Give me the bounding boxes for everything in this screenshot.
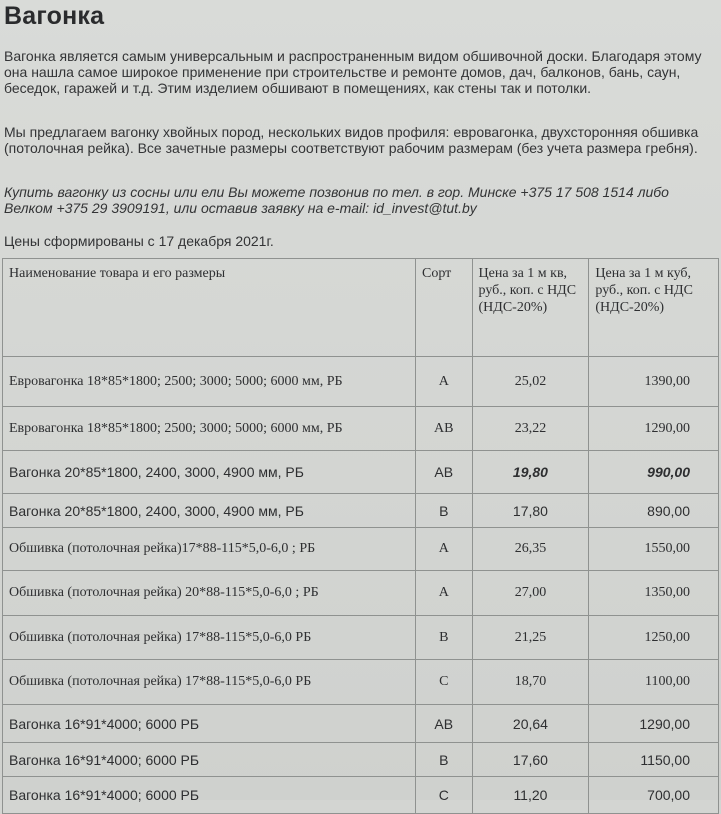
cell-price-m2: 23,22 bbox=[472, 407, 589, 451]
cell-grade: АВ bbox=[415, 451, 472, 494]
cell-price-m2: 17,80 bbox=[472, 494, 589, 528]
cell-name: Вагонка 20*85*1800, 2400, 3000, 4900 мм, РБ bbox=[3, 451, 416, 494]
cell-name: Вагонка 16*91*4000; 6000 РБ bbox=[3, 705, 416, 743]
cell-price-m3: 990,00 bbox=[589, 451, 719, 494]
cell-name: Обшивка (потолочная рейка) 17*88-115*5,0-6,0 РБ bbox=[3, 616, 416, 660]
price-date-note: Цены сформированы с 17 декабря 2021г. bbox=[4, 233, 274, 249]
cell-price-m2: 26,35 bbox=[472, 528, 589, 571]
cell-price-m3: 890,00 bbox=[589, 494, 719, 528]
cell-name: Вагонка 16*91*4000; 6000 РБ bbox=[3, 777, 416, 814]
table-row bbox=[3, 571, 719, 616]
cell-name: Вагонка 16*91*4000; 6000 РБ bbox=[3, 743, 416, 777]
table-row bbox=[3, 357, 719, 407]
cell-price-m2: 20,64 bbox=[472, 705, 589, 743]
table-header-row bbox=[3, 259, 719, 357]
header-grade: Сорт bbox=[415, 259, 472, 357]
cell-name: Обшивка (потолочная рейка) 17*88-115*5,0-6,0 РБ bbox=[3, 660, 416, 705]
cell-name: Евровагонка 18*85*1800; 2500; 3000; 5000; 6000 мм, РБ bbox=[3, 357, 416, 407]
intro-paragraph: Вагонка является самым универсальным и распространенным видом обшивочной доски. Благодаря этому она нашла самое широкое применение при строительстве и ремонте домов, дач, балконов, бань, саун, беседок, гаражей и т.д. Этим изделием обшивают в помещениях, как стены так и потолки. bbox=[4, 48, 702, 96]
price-table bbox=[2, 258, 719, 814]
cell-grade: С bbox=[415, 660, 472, 705]
cell-price-m2: 27,00 bbox=[472, 571, 589, 616]
cell-grade: В bbox=[415, 494, 472, 528]
cell-price-m2: 17,60 bbox=[472, 743, 589, 777]
table-row bbox=[3, 494, 719, 528]
cell-grade: А bbox=[415, 357, 472, 407]
cell-grade: В bbox=[415, 616, 472, 660]
cell-price-m3: 1150,00 bbox=[589, 743, 719, 777]
cell-price-m3: 1290,00 bbox=[589, 407, 719, 451]
cell-name: Вагонка 20*85*1800, 2400, 3000, 4900 мм, РБ bbox=[3, 494, 416, 528]
cell-name: Обшивка (потолочная рейка) 20*88-115*5,0-6,0 ; РБ bbox=[3, 571, 416, 616]
cell-grade: А bbox=[415, 528, 472, 571]
table-row bbox=[3, 743, 719, 777]
table-row bbox=[3, 407, 719, 451]
cell-price-m3: 1290,00 bbox=[589, 705, 719, 743]
cell-price-m3: 1250,00 bbox=[589, 616, 719, 660]
cell-price-m2: 21,25 bbox=[472, 616, 589, 660]
cell-price-m2: 25,02 bbox=[472, 357, 589, 407]
cell-price-m3: 1350,00 bbox=[589, 571, 719, 616]
cell-price-m2: 11,20 bbox=[472, 777, 589, 814]
cell-price-m3: 700,00 bbox=[589, 777, 719, 814]
cell-price-m3: 1550,00 bbox=[589, 528, 719, 571]
header-price-m2: Цена за 1 м кв, руб., коп. с НДС (НДС-20%) bbox=[472, 259, 589, 357]
cell-grade: С bbox=[415, 777, 472, 814]
table-row bbox=[3, 616, 719, 660]
header-name: Наименование товара и его размеры bbox=[3, 259, 416, 357]
cell-price-m2: 18,70 bbox=[472, 660, 589, 705]
header-price-m3: Цена за 1 м куб, руб., коп. с НДС (НДС-20%) bbox=[589, 259, 719, 357]
cell-grade: АВ bbox=[415, 705, 472, 743]
table-row bbox=[3, 528, 719, 571]
cell-name: Евровагонка 18*85*1800; 2500; 3000; 5000; 6000 мм, РБ bbox=[3, 407, 416, 451]
cell-price-m3: 1100,00 bbox=[589, 660, 719, 705]
contact-paragraph: Купить вагонку из сосны или ели Вы можете позвонив по тел. в гор. Минске +375 17 508 1514 либо Велком +375 29 3909191, или оставив заявку на e-mail: id_invest@tut.by bbox=[4, 184, 669, 216]
cell-grade: А bbox=[415, 571, 472, 616]
cell-price-m2: 19,80 bbox=[472, 451, 589, 494]
table-row bbox=[3, 451, 719, 494]
table-row bbox=[3, 777, 719, 814]
cell-price-m3: 1390,00 bbox=[589, 357, 719, 407]
cell-grade: В bbox=[415, 743, 472, 777]
cell-name: Обшивка (потолочная рейка)17*88-115*5,0-6,0 ; РБ bbox=[3, 528, 416, 571]
table-row bbox=[3, 660, 719, 705]
offer-paragraph: Мы предлагаем вагонку хвойных пород, нескольких видов профиля: евровагонка, двухсторонняя обшивка (потолочная рейка). Все зачетные размеры соответствуют рабочим размерам (без учета размера гребня). bbox=[4, 124, 699, 156]
table-row bbox=[3, 705, 719, 743]
cell-grade: АВ bbox=[415, 407, 472, 451]
page-title: Вагонка bbox=[4, 2, 105, 30]
